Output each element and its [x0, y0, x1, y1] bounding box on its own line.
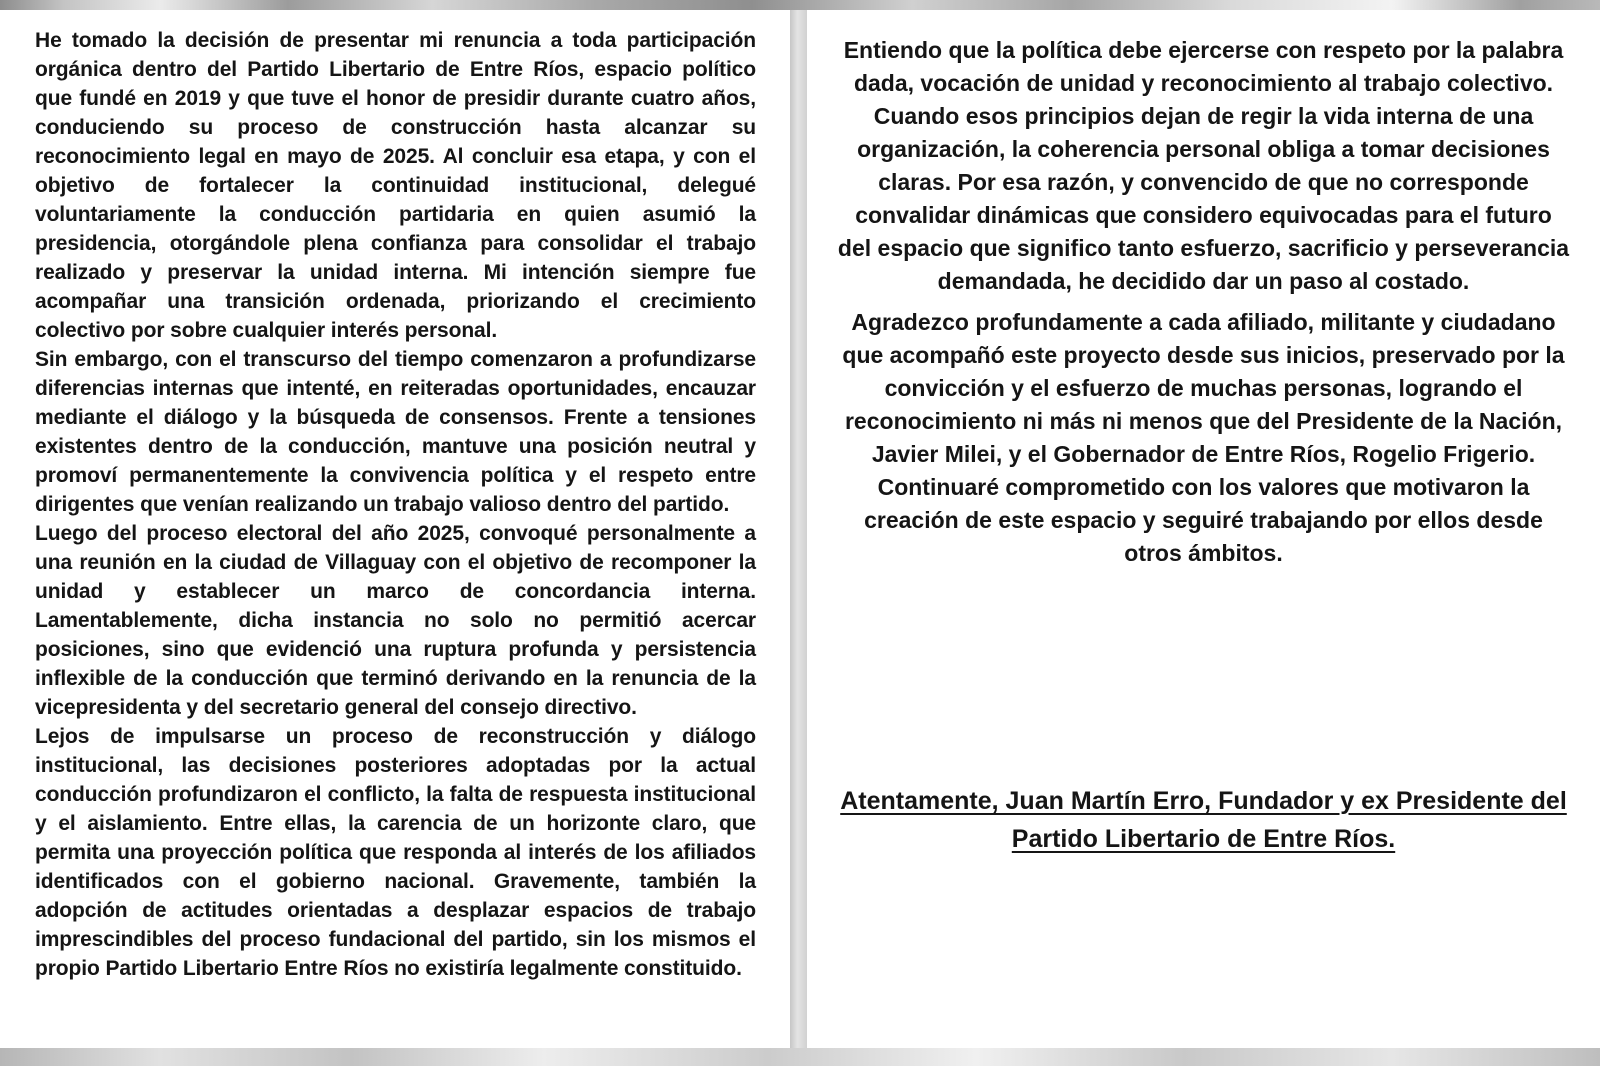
- photo-edge-top: [0, 0, 1600, 10]
- signature-line: Atentamente, Juan Martín Erro, Fundador y ex Presidente del Partido Libertario de Entre Ríos.: [840, 787, 1567, 853]
- letter-paragraph: Agradezco profundamente a cada afiliado, militante y ciudadano que acompañó este proyecto desde sus inicios, preservado por la convicción y el esfuerzo de muchas personas, logrando el reconocimiento ni más ni menos que del Presidente de la Nación, Javier Milei, y el Gobernador de Entre Ríos, Rogelio Frigerio. Continuaré comprometido con los valores que motivaron la creación de este espacio y seguiré trabajando por ellos desde otros ámbitos.: [842, 309, 1565, 566]
- letter-paragraph: Luego del proceso electoral del año 2025, convoqué personalmente a una reunión en la ciudad de Villaguay con el objetivo de recomponer la unidad y establecer un marco de concordancia interna. Lamentablemente, dicha instancia no solo no permitió acercar posiciones, sino que evidenció una ruptura profunda y persistencia inflexible de la conducción que terminó derivando en la renuncia de la vicepresidenta y del secretario general del consejo directivo.: [35, 522, 756, 719]
- letter-paragraph: Entiendo que la política debe ejercerse con respeto por la palabra dada, vocación de unidad y reconocimiento al trabajo colectivo. Cuando esos principios dejan de regir la vida interna de una organización, la coherencia personal obliga a tomar decisiones claras. Por esa razón, y convencido de que no corresponde convalidar dinámicas que considero equivocadas para el futuro del espacio que significo tanto esfuerzo, sacrificio y perseverancia demandada, he decidido dar un paso al costado.: [837, 37, 1570, 294]
- page-left: [0, 0, 790, 1066]
- photo-edge-bottom: [0, 1048, 1600, 1066]
- letter-paragraph: Lejos de impulsarse un proceso de reconstrucción y diálogo institucional, las decisiones posteriores adoptadas por la actual conducción profundizaron el conflicto, la falta de respuesta institucional y el aislamiento. Entre ellas, la carencia de un horizonte claro, que permita una proyección política que responda al interés de los afiliados identificados con el gobierno nacional. Gravemente, también la adopción de actitudes orientadas a desplazar espacios de trabajo imprescindibles del proceso fundacional del partido, sin los mismos el propio Partido Libertario Entre Ríos no existiría legalmente constituido.: [35, 725, 756, 980]
- page-gutter: [790, 0, 807, 1066]
- page-right: [807, 0, 1600, 1066]
- letter-paragraph: Sin embargo, con el transcurso del tiempo comenzaron a profundizarse diferencias internas que intenté, en reiteradas oportunidades, encauzar mediante el diálogo y la búsqueda de consensos. Frente a tensiones existentes dentro de la conducción, mantuve una posición neutral y promoví permanentemente la convivencia política y el respeto entre dirigentes que venían realizando un trabajo valioso dentro del partido.: [35, 348, 756, 516]
- letter-paragraph: He tomado la decisión de presentar mi renuncia a toda participación orgánica dentro del Partido Libertario de Entre Ríos, espacio político que fundé en 2019 y que tuve el honor de presidir durante cuatro años, conduciendo su proceso de construcción hasta alcanzar su reconocimiento legal en mayo de 2025. Al concluir esa etapa, y con el objetivo de fortalecer la continuidad institucional, delegué voluntariamente la conducción partidaria en quien asumió la presidencia, otorgándole plena confianza para consolidar el trabajo realizado y preservar la unidad interna. Mi intención siempre fue acompañar una transición ordenada, priorizando el crecimiento colectivo por sobre cualquier interés personal.: [35, 29, 756, 342]
